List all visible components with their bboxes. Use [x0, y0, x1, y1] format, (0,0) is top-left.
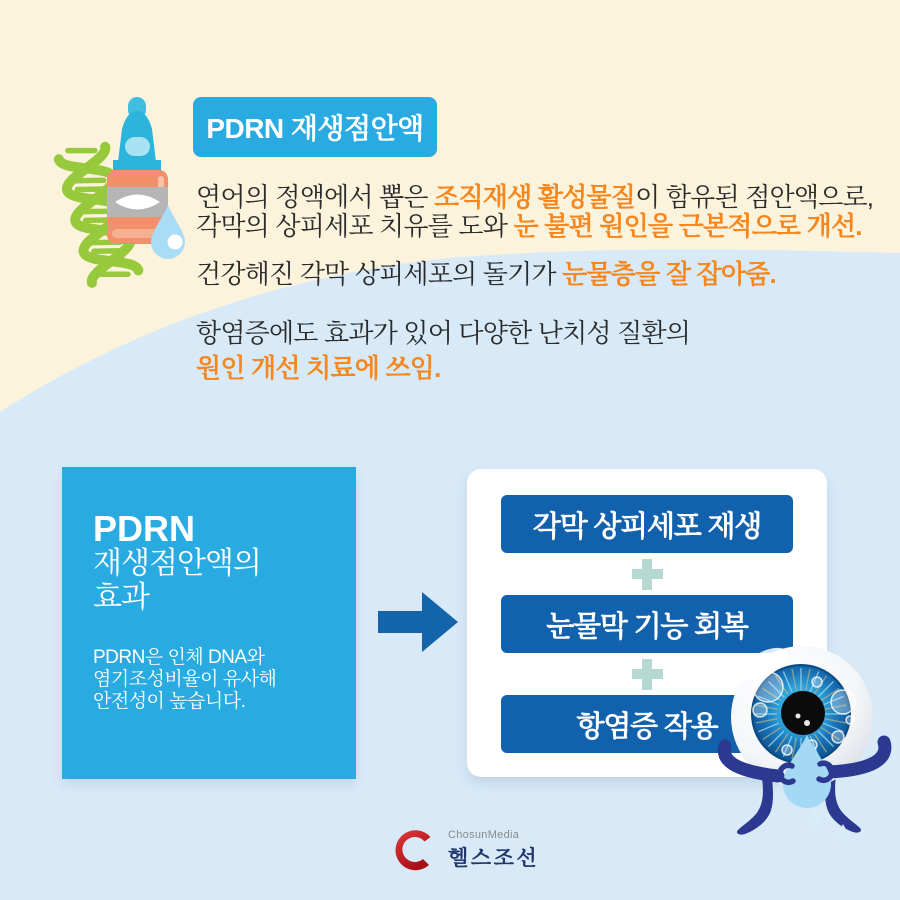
p3-line2-highlight: 원인 개선 치료에 쓰임. [196, 353, 441, 383]
intro-paragraph-1 [196, 183, 891, 241]
p2-highlight: 눈물층을 잘 잡아줌. [562, 259, 776, 289]
effects-desc-line3: 안전성이 높습니다. [93, 691, 246, 712]
badge-label: PDRN 재생점안액 [206, 113, 424, 144]
title-badge [193, 97, 437, 157]
effects-title-line2: 재생점안액의 [93, 547, 261, 580]
chosun-logo-mark [394, 827, 440, 873]
eyeball-mascot [698, 608, 898, 853]
effects-title-line1: PDRN [93, 508, 196, 549]
p3-line1: 항염증에도 효과가 있어 다양한 난치성 질환의 [196, 318, 691, 348]
brand-main-label: 헬스조선 [448, 846, 540, 870]
result-item-tear-film-recovery: 눈물막 기능 회복 [501, 595, 793, 653]
effects-desc-line2: 염기조성비율이 유사해 [93, 669, 277, 690]
p1-highlight: 조직재생 활성물질 [434, 182, 636, 212]
effects-panel [62, 467, 356, 779]
plus-row [632, 653, 663, 695]
eyeball-pupil [781, 691, 825, 735]
p1-line2-highlight: 눈 불편 원인을 근본적으로 개선. [513, 211, 862, 241]
p2-text: 건강해진 각막 상피세포의 돌기가 [196, 259, 563, 289]
arrow-head [422, 592, 458, 652]
plus-row [632, 553, 663, 595]
plus-icon [632, 559, 663, 590]
result-item-anti-inflammatory: 항염증 작용 [501, 695, 793, 753]
p1-text: 연어의 정액에서 뽑은 [196, 182, 435, 212]
eyedrop-bottle-icon [107, 97, 168, 244]
brand-text [448, 829, 539, 872]
brand-sub-label: ChosunMedia [448, 828, 520, 841]
effects-title-line3: 효과 [93, 581, 149, 614]
effects-desc-line1: PDRN은 인체 DNA와 [93, 647, 265, 668]
arrow-shaft [378, 611, 422, 633]
intro-paragraph-3 [196, 316, 891, 386]
right-arrow-icon [378, 592, 458, 652]
p1-line2-text: 각막의 상피세포 치유를 도와 [196, 211, 514, 241]
brand-logo [394, 827, 539, 873]
p1-tail: 이 함유된 점안액으로, [635, 182, 874, 212]
eyedrop-bottle-dna-illustration [30, 83, 195, 298]
intro-paragraph-2 [196, 260, 891, 289]
effects-description [93, 647, 356, 713]
result-item-corneal-regeneration: 각막 상피세포 재생 [501, 495, 793, 553]
plus-icon [632, 659, 663, 690]
